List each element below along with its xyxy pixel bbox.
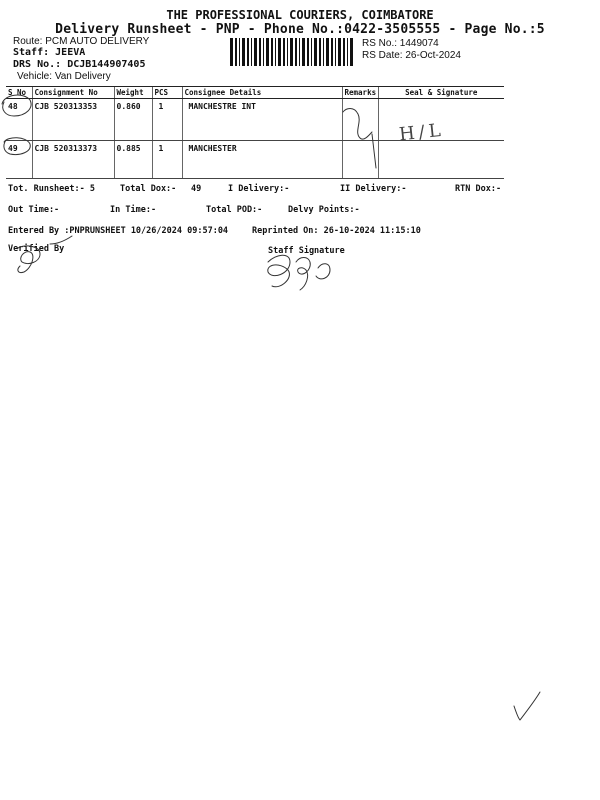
tot-runsheet: Tot. Runsheet:- 5 (8, 184, 95, 194)
reprinted-on: Reprinted On: 26-10-2024 11:15:10 (252, 226, 421, 236)
col-seal-signature: Seal & Signature (378, 87, 504, 99)
rs-no-label: RS No.: (362, 38, 398, 49)
verified-by-label: Verified By (8, 244, 65, 254)
route-label: Route: (13, 36, 43, 47)
staff-signature-part3 (316, 264, 330, 279)
rs-date-label: RS Date: (362, 50, 403, 61)
staff-value: JEEVA (55, 47, 86, 58)
cell-pcs: 1 (152, 99, 182, 141)
cell-pcs: 1 (152, 141, 182, 179)
circle-mark-48 (2, 95, 31, 116)
circle-mark-49 (4, 138, 30, 155)
verified-signature-tail (50, 236, 72, 244)
col-remarks: Remarks (342, 87, 378, 99)
vehicle-label: Vehicle: (17, 71, 53, 82)
staff-signature (268, 255, 290, 287)
col-sno: S No (6, 87, 32, 99)
total-pod: Total POD:- (206, 205, 263, 215)
col-pcs: PCS (152, 87, 182, 99)
col-consignee-details: Consignee Details (182, 87, 342, 99)
rtn-dox: RTN Dox:- (455, 184, 502, 194)
total-dox-label: Total Dox:- (120, 184, 177, 194)
cell-consignment-no: CJB 520313373 (32, 141, 114, 179)
drs-label: DRS No.: (13, 59, 62, 70)
rs-no-value: 1449074 (399, 38, 439, 49)
cell-sno: 49 (6, 141, 32, 179)
cell-sno: 48 (6, 99, 32, 141)
verified-signature (18, 246, 40, 273)
runsheet-title: Delivery Runsheet - PNP - Phone No.:0422-3505555 - Page No.:5 (55, 22, 545, 37)
total-dox-value: 49 (191, 184, 202, 194)
company-name: THE PROFESSIONAL COURIERS, COIMBATORE (166, 8, 434, 22)
col-weight: Weight (114, 87, 152, 99)
rs-date-value: 26-Oct-2024 (405, 50, 461, 61)
staff-signature-part2 (296, 258, 310, 291)
ii-delivery: II Delivery:- (340, 184, 407, 194)
cell-weight: 0.860 (114, 99, 152, 141)
corner-pen-mark (514, 692, 540, 720)
cell-weight: 0.885 (114, 141, 152, 179)
seal-handwritten-note: H/L (398, 119, 446, 146)
in-time: In Time:- (110, 205, 157, 215)
remarks-line (372, 134, 376, 168)
route-value: PCM AUTO DELIVERY (45, 36, 150, 47)
cell-consignee: MANCHESTER (182, 141, 342, 179)
entered-by: Entered By :PNPRUNSHEET 10/26/2024 09:57:04 (8, 226, 229, 236)
i-delivery: I Delivery:- (228, 184, 290, 194)
col-consignment-no: Consignment No (32, 87, 114, 99)
staff-label: Staff: (13, 47, 50, 58)
cell-consignment-no: CJB 520313353 (32, 99, 114, 141)
cell-consignee: MANCHESTRE INT (182, 99, 342, 141)
vehicle-value: Van Delivery (54, 71, 111, 82)
delvy-points: Delvy Points:- (288, 205, 360, 215)
staff-signature-label: Staff Signature (268, 246, 345, 256)
remarks-scribble (343, 109, 372, 140)
drs-value: DCJB144907405 (67, 59, 146, 70)
out-time: Out Time:- (8, 205, 60, 215)
